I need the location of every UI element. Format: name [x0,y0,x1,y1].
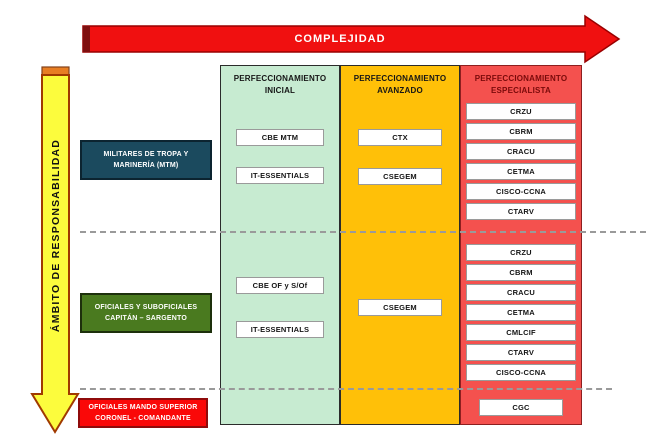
course-box: CRACU [466,143,576,160]
column-inicial-title [221,66,339,96]
cell-mtm-inicial [236,129,324,184]
row-separator-1 [80,231,646,233]
column-perfeccionamiento-inicial [220,65,340,425]
course-box: CBE OF y S/Of [236,277,324,294]
course-box: IT-ESSENTIALS [236,167,324,184]
cell-mtm-avanzado [358,129,442,185]
course-box: CRACU [466,284,576,301]
course-box: CGC [479,399,563,416]
band-mtm-line1: MILITARES DE TROPA Y [103,150,189,158]
course-box: CMLCIF [466,324,576,341]
column-inicial-title-line2: INICIAL [264,85,296,95]
band-oficiales-mando-superior [78,398,208,428]
column-inicial-title-line1: PERFECCIONAMIENTO [233,74,327,83]
band-mtm-line2: MARINERÍA (MTM) [113,162,179,169]
course-box: CTARV [466,203,576,220]
band-mando-line2: CORONEL - COMANDANTE [95,415,191,422]
cell-mtm-especialista [466,103,576,220]
band-ofsub-line2: CAPITÁN – SARGENTO [104,315,188,322]
cell-ofsub-avanzado [358,299,442,316]
complexity-arrow-label: COMPLEJIDAD [294,33,386,45]
column-avanzado-title [341,66,459,96]
course-box: CISCO-CCNA [466,183,576,200]
column-perfeccionamiento-avanzado [340,65,460,425]
cell-mando-especialista [479,399,563,416]
column-avanzado-title-line2: AVANZADO [377,85,423,95]
course-box: IT-ESSENTIALS [236,321,324,338]
band-militares-tropa-marineria [80,140,212,180]
course-box: CRZU [466,244,576,261]
course-box: CTARV [466,344,576,361]
band-ofsub-line1: OFICIALES Y SUBOFICIALES [94,303,198,311]
course-box: CTX [358,129,442,146]
band-oficiales-suboficiales [80,293,212,333]
course-box: CSEGEM [358,299,442,316]
course-box: CBE MTM [236,129,324,146]
cell-ofsub-inicial [236,277,324,338]
band-mando-line1: OFICIALES MANDO SUPERIOR [88,403,198,411]
column-especialista-title-line1: PERFECCIONAMIENTO [474,74,568,83]
column-especialista-title-line2: ESPECIALISTA [490,85,552,95]
course-box: CSEGEM [358,168,442,185]
course-box: CRZU [466,103,576,120]
responsibility-arrow-label: ÁMBITO DE RESPONSABILIDAD [49,138,62,333]
course-box: CBRM [466,123,576,140]
responsibility-arrow-cap [42,67,69,75]
course-box: CETMA [466,163,576,180]
course-box: CBRM [466,264,576,281]
complexity-arrow-cap [83,26,90,52]
course-box: CISCO-CCNA [466,364,576,381]
course-box: CETMA [466,304,576,321]
column-avanzado-title-line1: PERFECCIONAMIENTO [353,74,447,83]
column-especialista-title [461,66,581,96]
cell-ofsub-especialista [466,244,576,381]
row-separator-2 [80,388,612,390]
